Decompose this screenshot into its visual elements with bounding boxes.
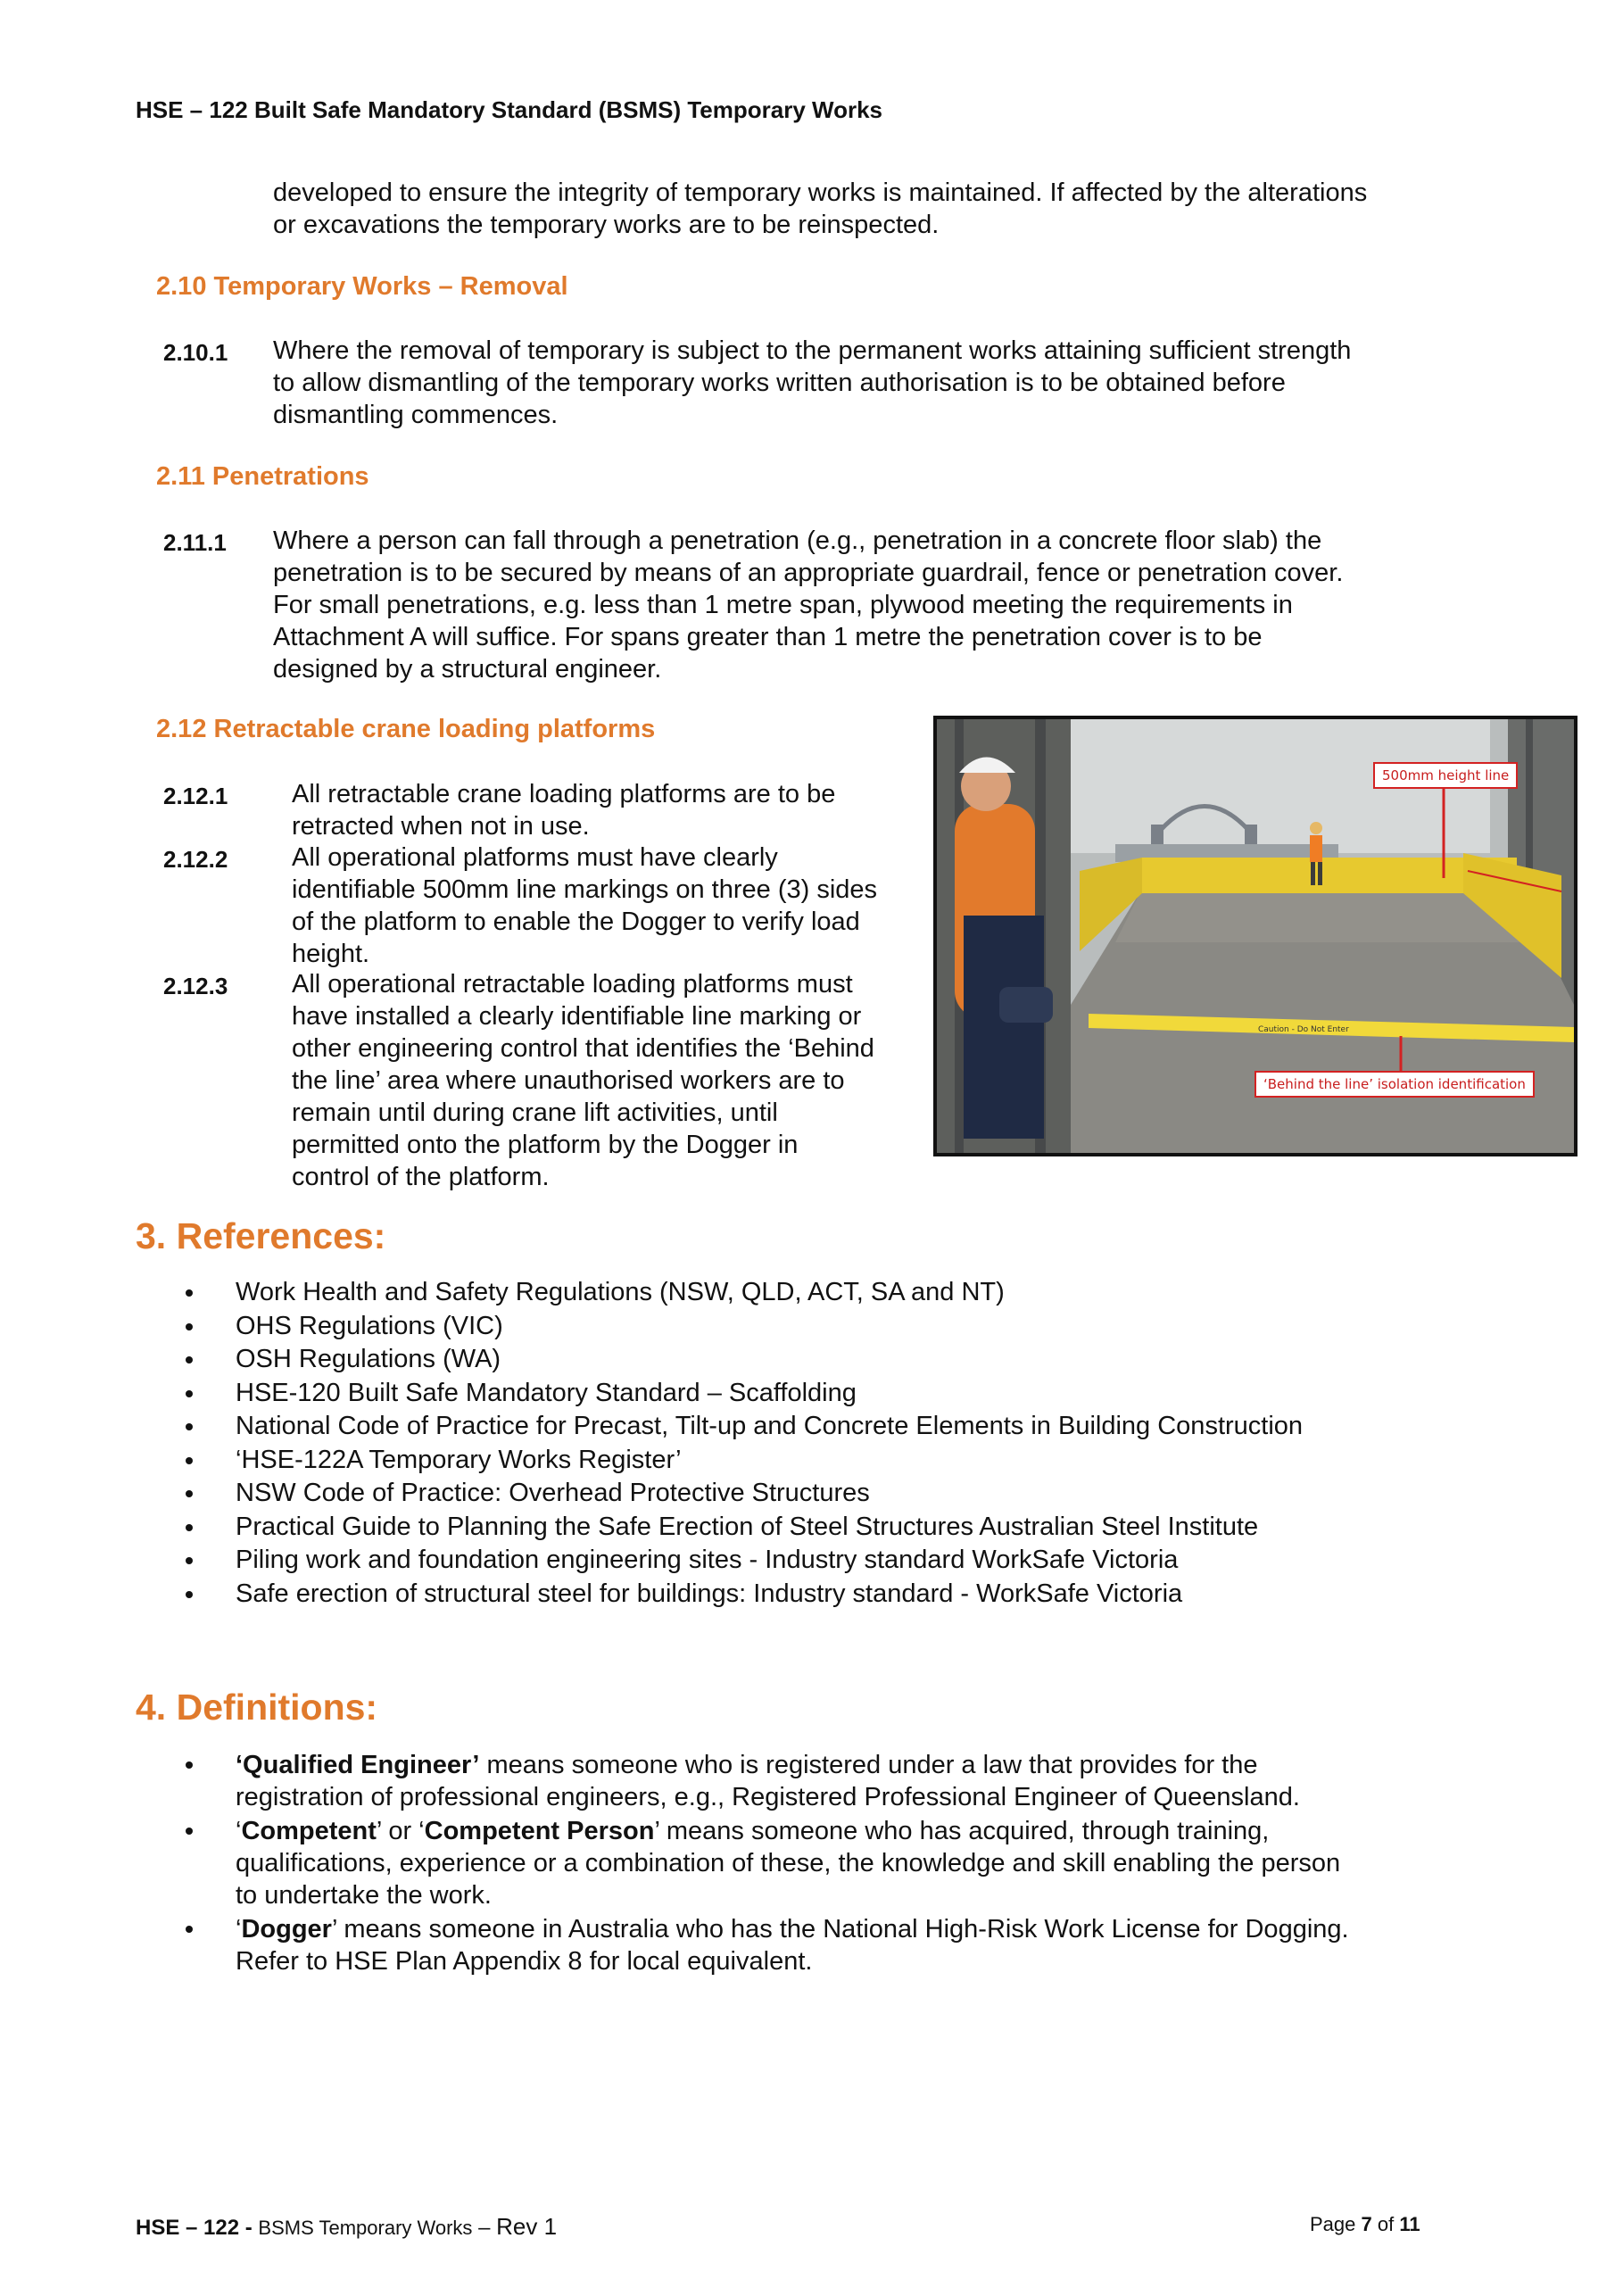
footer-revision: Rev 1 [496,2213,558,2240]
text-line: Where the removal of temporary is subject to the permanent works attaining sufficient strength [273,336,1352,365]
text-line: or excavations the temporary works are to be reinspected. [273,211,940,239]
list-item: OSH Regulations (WA) [236,1343,1303,1377]
text-line: the line’ area where unauthorised workers are to [292,1066,845,1095]
list-item: Piling work and foundation engineering sites - Industry standard WorkSafe Victoria [236,1544,1303,1578]
clause-text-2-12-1 [292,778,835,842]
text-line: dismantling commences. [273,401,559,429]
text-line: All retractable crane loading platforms are to be [292,780,836,808]
section-heading-2-10 [156,272,568,302]
footer-left [136,2213,557,2241]
text-line: Refer to HSE Plan Appendix 8 for local equivalent. [236,1947,813,1976]
term: Dogger [241,1915,332,1944]
definitions-list [236,1749,1349,1979]
clause-number: 2.11.1 [163,529,227,556]
clause-text-2-12-2 [292,841,877,970]
text-line: to undertake the work. [236,1881,492,1910]
heading-number: 2.10 [156,272,207,301]
text-line: permitted onto the platform by the Dogger in [292,1131,799,1159]
list-item: NSW Code of Practice: Overhead Protective Structures [236,1477,1303,1511]
footer-dash: – [478,2216,491,2240]
section-heading-2-12 [156,715,655,744]
footer-page-number: Page 7 of 11 [1310,2213,1420,2235]
definition-qualified-engineer [236,1749,1349,1813]
heading-text: Definitions: [176,1687,378,1728]
clause-number: 2.10.1 [163,339,228,366]
document-header: HSE – 122 Built Safe Mandatory Standard (BSMS) Temporary Works [136,96,883,123]
list-item: National Code of Practice for Precast, Tilt-up and Concrete Elements in Building Construction [236,1410,1303,1444]
heading-text: References: [176,1215,386,1256]
text-line: developed to ensure the integrity of temporary works is maintained. If affected by the alterations [273,178,1368,207]
text-line: penetration is to be secured by means of an appropriate guardrail, fence or penetration cover. [273,559,1344,587]
text-line: have installed a clearly identifiable line marking or [292,1002,862,1031]
text-line: ‘Qualified Engineer’ means someone who is registered under a law that provides for the [236,1751,1258,1779]
heading-number: 3. [136,1215,167,1256]
list-item: OHS Regulations (VIC) [236,1310,1303,1344]
text-line: Where a person can fall through a penetration (e.g., penetration in a concrete floor slab) the [273,526,1322,555]
section-heading-2-11 [156,462,369,492]
term: Competent [241,1817,377,1845]
text-line: remain until during crane lift activities, until [292,1098,778,1127]
clause-text-2-10-1 [273,335,1351,431]
heading-text: Retractable crane loading platforms [213,715,656,743]
text-line: ‘Competent’ or ‘Competent Person’ means someone who has acquired, through training, [236,1817,1270,1845]
clause-number: 2.12.3 [163,973,228,999]
text-line: All operational platforms must have clearly [292,843,778,872]
section-heading-definitions [136,1687,377,1728]
text-line: control of the platform. [292,1163,550,1191]
footer-code: HSE – 122 - [136,2216,253,2240]
clause-text-2-12-3 [292,968,874,1193]
definition-dogger [236,1913,1349,1977]
list-item: HSE-120 Built Safe Mandatory Standard – Scaffolding [236,1377,1303,1411]
definition-competent-person [236,1815,1349,1911]
heading-number: 2.12 [156,715,207,743]
clause-text-2-11-1 [273,525,1343,685]
text-line: qualifications, experience or a combination of these, the knowledge and skill enabling the person [236,1849,1341,1877]
text-line: other engineering control that identifies the ‘Behind [292,1034,874,1063]
text-line: of the platform to enable the Dogger to verify load [292,908,860,936]
term: ‘Qualified Engineer’ [236,1751,480,1779]
heading-text: Temporary Works – Removal [213,272,568,301]
clause-number: 2.12.2 [163,846,228,873]
list-item: Work Health and Safety Regulations (NSW, QLD, ACT, SA and NT) [236,1276,1303,1310]
references-list [236,1276,1303,1611]
tape-label: Caution - Do Not Enter [1258,1025,1349,1034]
text-line: retracted when not in use. [292,812,590,841]
list-item: Practical Guide to Planning the Safe Erection of Steel Structures Australian Steel Institute [236,1511,1303,1545]
text-line: height. [292,940,370,968]
heading-text: Penetrations [211,462,369,491]
text-line: registration of professional engineers, e.g., Registered Professional Engineer of Queensland. [236,1783,1300,1811]
list-item: Safe erection of structural steel for buildings: Industry standard - WorkSafe Victoria [236,1578,1303,1612]
heading-number: 2.11 [156,462,205,491]
text-line: to allow dismantling of the temporary works written authorisation is to be obtained before [273,369,1286,397]
callout-behind-the-line: ‘Behind the line’ isolation identification [1255,1071,1535,1098]
crane-platform-photo [933,716,1577,1156]
text-line: For small penetrations, e.g. less than 1 metre span, plywood meeting the requirements in [273,591,1293,619]
term: Competent Person [424,1817,655,1845]
section-heading-references [136,1215,385,1257]
text-line: All operational retractable loading platforms must [292,970,853,999]
text-line: Attachment A will suffice. For spans greater than 1 metre the penetration cover is to be [273,623,1263,651]
text-line: designed by a structural engineer. [273,655,662,684]
continuation-paragraph [273,177,1367,241]
list-item: ‘HSE-122A Temporary Works Register’ [236,1444,1303,1478]
clause-number: 2.12.1 [163,783,228,809]
text-line: identifiable 500mm line markings on three (3) sides [292,875,878,904]
callout-500mm-height-line: 500mm height line [1373,762,1518,789]
text-line: ‘Dogger’ means someone in Australia who has the National High-Risk Work License for Dogging. [236,1915,1349,1944]
heading-number: 4. [136,1687,167,1728]
footer-doc-title: BSMS Temporary Works [258,2217,473,2239]
